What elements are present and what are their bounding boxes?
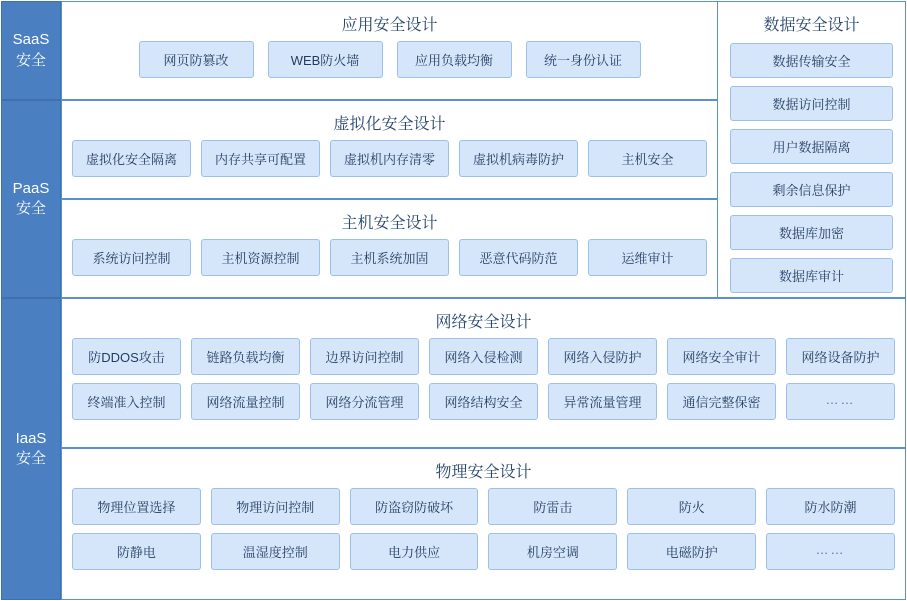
chip-row	[72, 239, 707, 276]
chip-item[interactable]: 网络入侵防护	[548, 338, 657, 375]
panel-physical-security	[61, 448, 906, 600]
panel-virtualization-security	[61, 100, 718, 199]
chip-item[interactable]: 电力供应	[350, 533, 479, 570]
chip-item[interactable]: 异常流量管理	[548, 383, 657, 420]
chip-group-virtualization	[62, 140, 717, 185]
chip-item[interactable]: 虚拟机病毒防护	[459, 140, 578, 177]
chip-item[interactable]: 物理访问控制	[211, 488, 340, 525]
chip-item[interactable]: 链路负载均衡	[191, 338, 300, 375]
layer-label-iaas	[1, 298, 61, 600]
chip-group-physical	[62, 488, 905, 578]
chip-item[interactable]: 防盗窃防破坏	[350, 488, 479, 525]
chip-item[interactable]: 主机资源控制	[201, 239, 320, 276]
panel-host-security	[61, 199, 718, 298]
panel-application-security	[61, 1, 718, 100]
chip-item[interactable]: 防静电	[72, 533, 201, 570]
chip-item[interactable]: 系统访问控制	[72, 239, 191, 276]
chip-group-network	[62, 338, 905, 428]
panel-data-security	[717, 1, 906, 298]
chip-item[interactable]: 防水防潮	[766, 488, 895, 525]
chip-item[interactable]: 网络分流管理	[310, 383, 419, 420]
panel-title-virtualization: 虚拟化安全设计	[333, 116, 446, 133]
layer-label-paas-line2: 安全	[15, 200, 46, 217]
layer-label-iaas-line1: IaaS	[15, 429, 47, 447]
chip-row	[72, 533, 895, 570]
chip-item[interactable]: 用户数据隔离	[730, 129, 893, 164]
chip-item[interactable]: 防火	[627, 488, 756, 525]
chip-item[interactable]: 统一身份认证	[526, 41, 641, 78]
chip-group-application	[62, 41, 717, 86]
chip-item-ellipsis[interactable]: ……	[786, 383, 895, 420]
layer-label-saas-line1: SaaS	[12, 31, 50, 49]
chip-item[interactable]: 网络设备防护	[786, 338, 895, 375]
chip-row	[72, 383, 895, 420]
chip-item[interactable]: 边界访问控制	[310, 338, 419, 375]
chip-item[interactable]: 网页防篡改	[139, 41, 254, 78]
chip-item[interactable]: 主机安全	[588, 140, 707, 177]
chip-item[interactable]: 数据访问控制	[730, 86, 893, 121]
chip-item[interactable]: 网络安全审计	[667, 338, 776, 375]
chip-item-ellipsis[interactable]: ……	[766, 533, 895, 570]
panel-title-data: 数据安全设计	[763, 17, 860, 34]
chip-item[interactable]: 网络流量控制	[191, 383, 300, 420]
chip-item[interactable]: WEB防火墙	[268, 41, 383, 78]
panel-title-application: 应用安全设计	[341, 17, 438, 34]
chip-group-host	[62, 239, 717, 284]
chip-row	[72, 338, 895, 375]
chip-item[interactable]: 数据库审计	[730, 258, 893, 293]
chip-item[interactable]: 防雷击	[488, 488, 617, 525]
panel-title-physical: 物理安全设计	[435, 464, 532, 481]
chip-item[interactable]: 内存共享可配置	[201, 140, 320, 177]
chip-item[interactable]: 温湿度控制	[211, 533, 340, 570]
chip-item[interactable]: 运维审计	[588, 239, 707, 276]
chip-item[interactable]: 网络结构安全	[429, 383, 538, 420]
chip-item[interactable]: 电磁防护	[627, 533, 756, 570]
chip-item[interactable]: 应用负载均衡	[397, 41, 512, 78]
panel-network-security	[61, 298, 906, 448]
chip-item[interactable]: 网络入侵检测	[429, 338, 538, 375]
layer-label-paas-line1: PaaS	[12, 179, 50, 197]
layer-label-paas	[1, 100, 61, 298]
chip-item[interactable]: 虚拟化安全隔离	[72, 140, 191, 177]
chip-item[interactable]: 虚拟机内存清零	[330, 140, 449, 177]
chip-item[interactable]: 恶意代码防范	[459, 239, 578, 276]
chip-row	[72, 41, 707, 78]
chip-item[interactable]: 物理位置选择	[72, 488, 201, 525]
chip-item[interactable]: 主机系统加固	[330, 239, 449, 276]
layer-label-saas-line2: 安全	[15, 51, 46, 69]
chip-item[interactable]: 终端准入控制	[72, 383, 181, 420]
chip-item[interactable]: 通信完整保密	[667, 383, 776, 420]
panel-title-host: 主机安全设计	[341, 215, 438, 232]
layer-label-saas	[1, 1, 61, 100]
chip-group-data	[718, 43, 905, 293]
chip-item[interactable]: 剩余信息保护	[730, 172, 893, 207]
chip-item[interactable]: 机房空调	[488, 533, 617, 570]
chip-item[interactable]: 数据库加密	[730, 215, 893, 250]
layer-label-iaas-line2: 安全	[15, 450, 46, 467]
panel-title-network: 网络安全设计	[435, 314, 532, 331]
chip-row	[72, 140, 707, 177]
chip-item[interactable]: 数据传输安全	[730, 43, 893, 78]
chip-item[interactable]: 防DDOS攻击	[72, 338, 181, 375]
chip-row	[72, 488, 895, 525]
